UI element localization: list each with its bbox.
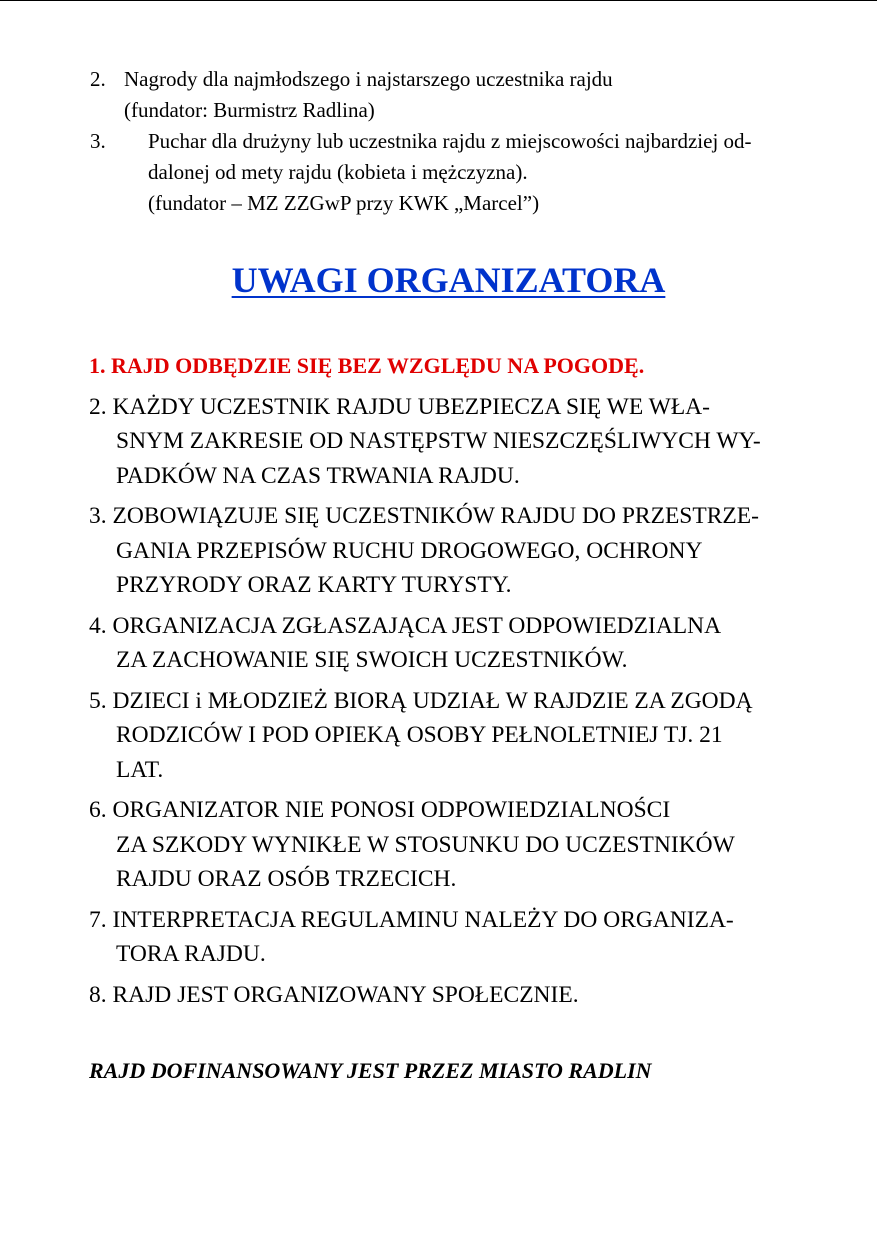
remark-item-3 [89, 499, 829, 603]
prize-text: dalonej od mety rajdu (kobieta i mężczyzna). [148, 160, 528, 184]
remark-item-8 [89, 978, 829, 1013]
remark-line: RODZICÓW I POD OPIEKĄ OSOBY PEŁNOLETNIEJ TJ. 21 [116, 722, 723, 748]
remark-item-2 [89, 390, 829, 494]
remark-line: PADKÓW NA CZAS TRWANIA RAJDU. [116, 462, 520, 489]
remark-line: 3. ZOBOWIĄZUJE SIĘ UCZESTNIKÓW RAJDU DO PRZESTRZE- [89, 503, 759, 529]
remark-line: 4. ORGANIZACJA ZGŁASZAJĄCA JEST ODPOWIEDZIALNA [89, 612, 722, 639]
remark-line: PRZYRODY ORAZ KARTY TURYSTY. [116, 572, 512, 598]
remark-line: 7. INTERPRETACJA REGULAMINU NALEŻY DO ORGANIZA- [89, 906, 734, 933]
prize-text: Puchar dla drużyny lub uczestnika rajdu z miejscowości najbardziej od- [148, 129, 752, 153]
remark-line: 8. RAJD JEST ORGANIZOWANY SPOŁECZNIE. [89, 981, 579, 1008]
remark-line: GANIA PRZEPISÓW RUCHU DROGOWEGO, OCHRONY [116, 537, 703, 564]
prize-number: 2. [90, 67, 106, 91]
remark-line: ZA SZKODY WYNIKŁE W STOSUNKU DO UCZESTNIKÓW [116, 831, 735, 858]
remark-item-7 [89, 903, 829, 972]
prize-text: Nagrody dla najmłodszego i najstarszego uczestnika rajdu [124, 67, 613, 91]
funding-note: RAJD DOFINANSOWANY JEST PRZEZ MIASTO RADLIN [89, 1058, 652, 1083]
remark-line: 5. DZIECI i MŁODZIEŻ BIORĄ UDZIAŁ W RAJDZIE ZA ZGODĄ [89, 687, 753, 714]
remark-item-6 [89, 793, 829, 897]
prize-item-3 [90, 126, 830, 219]
remark-line: RAJDU ORAZ OSÓB TRZECICH. [116, 866, 457, 892]
remark-item-1 [89, 349, 829, 384]
remark-line: TORA RAJDU. [116, 941, 266, 967]
organizer-remarks [89, 349, 829, 1018]
remark-line: 6. ORGANIZATOR NIE PONOSI ODPOWIEDZIALNOŚCI [89, 797, 671, 823]
remark-line: 2. KAŻDY UCZESTNIK RAJDU UBEZPIECZA SIĘ WE WŁA- [89, 393, 710, 420]
remark-line: ZA ZACHOWANIE SIĘ SWOICH UCZESTNIKÓW. [116, 647, 628, 673]
top-rule [0, 0, 877, 1]
prize-funder: (fundator: Burmistrz Radlina) [124, 98, 375, 122]
prize-number: 3. [90, 129, 106, 153]
prize-list [90, 64, 830, 219]
section-heading: UWAGI ORGANIZATORA [231, 260, 666, 300]
remark-line: SNYM ZAKRESIE OD NASTĘPSTW NIESZCZĘŚLIWYCH WY- [116, 428, 761, 454]
remark-line: LAT. [116, 756, 164, 783]
remark-item-5 [89, 684, 829, 788]
remark-item-4 [89, 609, 829, 678]
remark-line: 1. RAJD ODBĘDZIE SIĘ BEZ WZGLĘDU NA POGODĘ. [89, 353, 645, 378]
prize-funder: (fundator – MZ ZZGwP przy KWK „Marcel”) [148, 191, 540, 215]
prize-item-2 [90, 64, 830, 126]
